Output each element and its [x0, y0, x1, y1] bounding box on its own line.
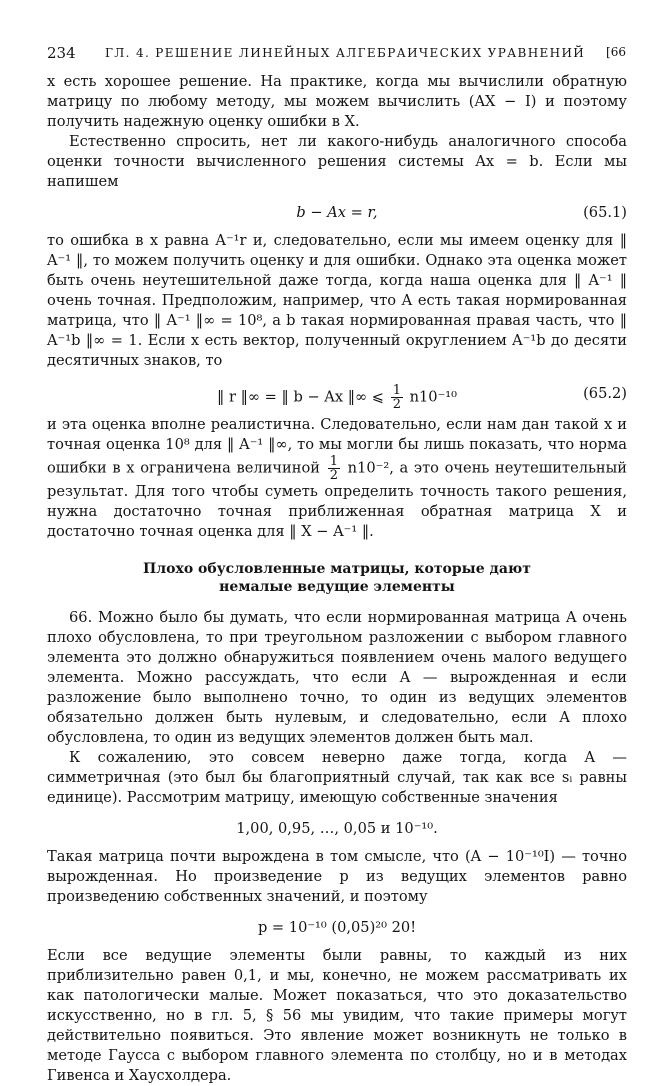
paragraph-6: К сожалению, это совсем неверно даже тогда, когда A — симметричная (это был бы благоприятный случай, так как все sᵢ равны единице). Рассмотрим матрицу, имеющую собственные значения: [47, 749, 627, 806]
equation-65-1: [47, 203, 627, 225]
running-header: [47, 44, 626, 66]
product-formula: p = 10⁻¹⁰ (0,05)²⁰ 20!: [257, 919, 417, 936]
paragraph-1: x есть хорошее решение. На практике, когда мы вычислили обратную матрицу по любому методу, мы можем вычислить (AX − I) и поэтому получить надежную оценку ошибки в X.: [47, 73, 627, 130]
equation-65-2-left: ‖ r ‖∞ = ‖ b − Ax ‖∞ ⩽: [217, 388, 385, 406]
paragraph-7: Такая матрица почти вырождена в том смысле, что (A − 10⁻¹⁰I) — точно вырожденная. Но произведение p из ведущих элементов равно произведению собственных значений, и поэтому: [47, 848, 627, 905]
paragraph-5: 66. Можно было бы думать, что если нормированная матрица A очень плохо обусловлена, то при треугольном разложении с выбором главного элемента это должно обнаружиться появлением очень малого ведущего элемента. Можно рассуждать, что если A — вырожденная и если разложение было выполнено точно, то один из ведущих элементов обязательно должен быть нулевым, и следовательно, если A плохо обусловлена, то один из ведущих элементов должен быть мал.: [47, 609, 627, 746]
heading-line-1: Плохо обусловленные матрицы, которые дают: [143, 561, 531, 577]
equation-65-2-number: (65.2): [583, 385, 627, 402]
paragraph-8: Если все ведущие элементы были равны, то каждый из них приблизительно равен 0,1, и мы, конечно, не можем рассматривать их как патологически малые. Может показаться, что это доказательство искусственно, но в гл. 5, § 56 мы увидим, что такие примеры могут действительно появиться. Это явление может возникнуть не только в методе Гаусса с выбором главного элемента по столбцу, но и в методах Гивенса и Хаусхолдера.: [47, 947, 627, 1084]
section-reference: [66: [606, 45, 626, 59]
equation-65-2-fraction: $\frac{1}{2}$: [392, 383, 401, 412]
inline-fraction: $\frac{1}{2}$: [329, 454, 338, 483]
equation-eigenvalues: [47, 819, 627, 841]
equation-product: [47, 918, 627, 940]
page-number: 234: [47, 44, 76, 62]
equation-65-2-formula: [47, 384, 627, 411]
paragraph-3: то ошибка в x равна A⁻¹r и, следовательно, если мы имеем оценку для ‖ A⁻¹ ‖, то можем получить оценку и для ошибки. Однако эта оценка может быть очень неутешительной даже тогда, когда наша оценка для ‖ A⁻¹ ‖ очень точная. Предположим, например, что A есть такая нормированная матрица, что ‖ A⁻¹ ‖∞ = 10⁸, а b такая нормированная правая часть, что ‖ A⁻¹b ‖∞ = 1. Если x есть вектор, полученный округлением A⁻¹b до десяти десятичных знаков, то: [47, 232, 627, 369]
running-title: ГЛ. 4. РЕШЕНИЕ ЛИНЕЙНЫХ АЛГЕБРАИЧЕСКИХ УРАВНЕНИЙ: [105, 46, 586, 60]
heading-line-2: немалые ведущие элементы: [219, 579, 455, 595]
eigenvalues-formula: 1,00, 0,95, …, 0,05 и 10⁻¹⁰.: [236, 820, 438, 837]
equation-65-2: [47, 379, 627, 412]
page-body: [47, 72, 627, 1086]
equation-65-2-right: n10⁻¹⁰: [409, 388, 457, 406]
paragraph-4: и эта оценка вполне реалистична. Следовательно, если нам дан такой x и точная оценка 10⁸ для ‖ A⁻¹ ‖∞, то мы могли бы лишь показать, что норма ошибки в x ограничена величиной $\frac{1}{2}$ n10⁻², а это очень неутешительный результат. Для того чтобы суметь определить точность такого решения, нужна достаточно точная приближенная обратная матрица X и достаточно точная оценка для ‖ X − A⁻¹ ‖.: [47, 416, 627, 540]
section-heading: [47, 560, 627, 596]
equation-65-1-number: (65.1): [583, 204, 627, 221]
paragraph-2: Естественно спросить, нет ли какого-нибудь аналогичного способа оценки точности вычисленного решения системы Ax = b. Если мы напишем: [47, 133, 627, 190]
equation-65-1-formula: b − Ax = r,: [296, 204, 378, 221]
